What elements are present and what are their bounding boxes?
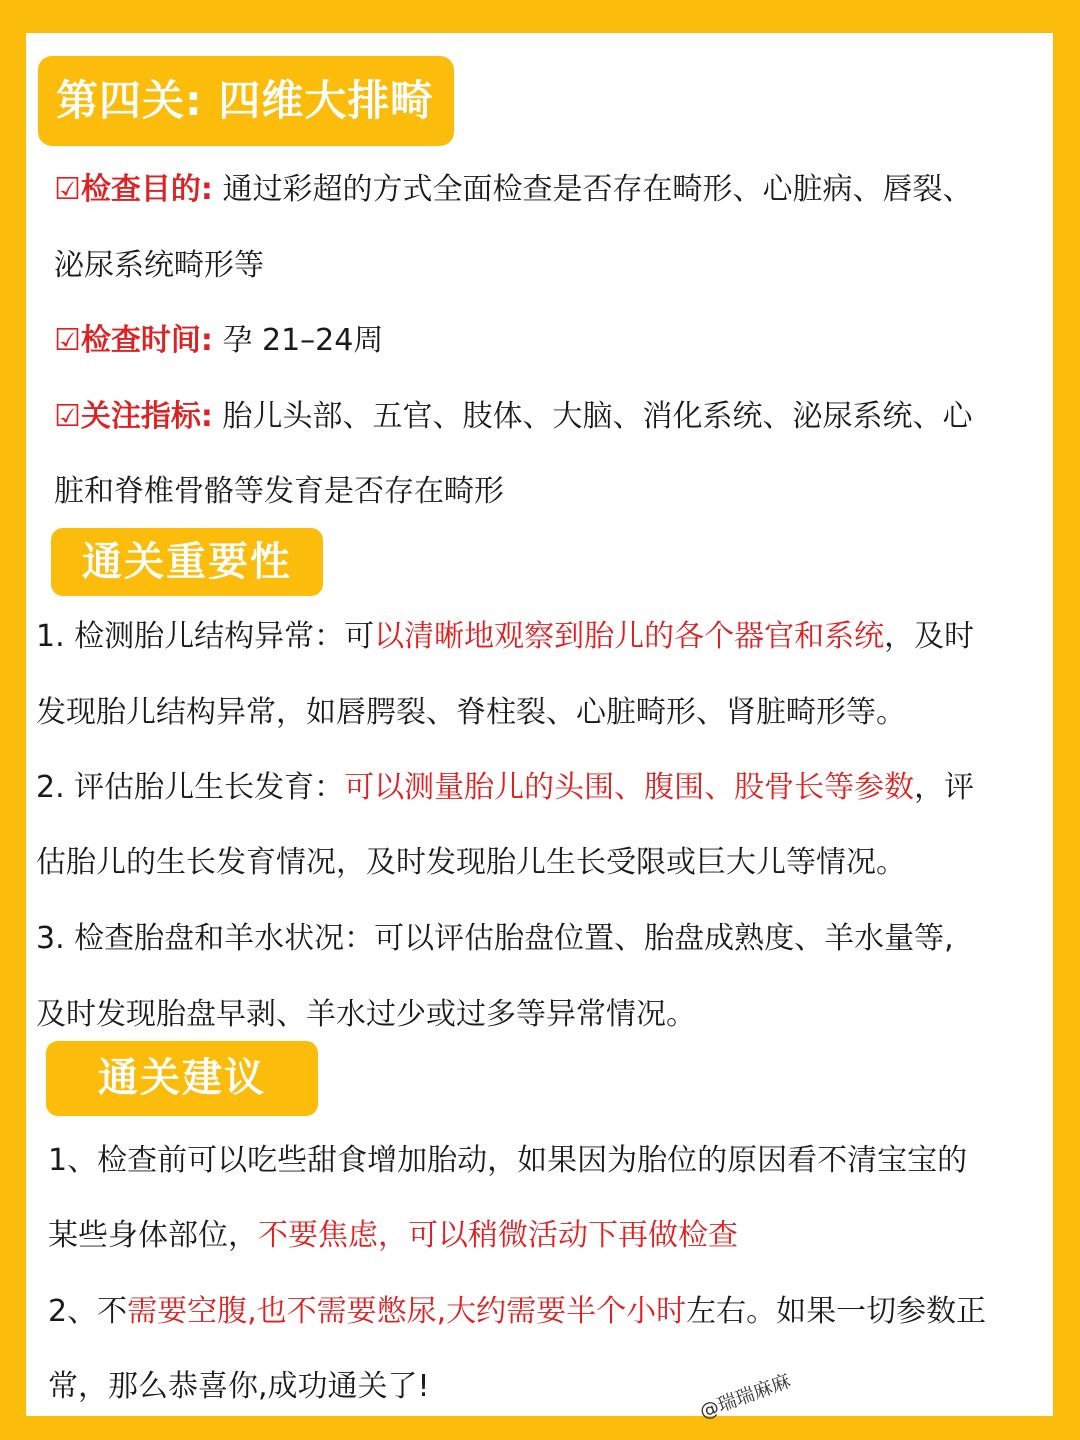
purpose-label: ☑检查目的: xyxy=(54,172,213,207)
advice-item-1-a: 某些身体部位， xyxy=(48,1218,258,1253)
focus-label: ☑关注指标: xyxy=(54,399,213,434)
advice-item-2-highlight: 需要空腹,也不需要憋尿,大约需要半个小时 xyxy=(127,1294,687,1329)
importance-item-2-highlight: 可以测量胎儿的头围、腹围、股骨长等参数 xyxy=(344,770,915,805)
purpose-line-2: 泌尿系统畸形等 xyxy=(54,248,264,283)
page-title: 第四关: 四维大排畸 xyxy=(38,56,454,146)
time-text: 孕 21–24周 xyxy=(212,323,384,358)
advice-item-2-line-2: 常，那么恭喜你,成功通关了! xyxy=(48,1369,430,1404)
importance-item-3-line-1: 3. 检查胎盘和羊水状况：可以评估胎盘位置、胎盘成熟度、羊水量等, xyxy=(36,921,954,956)
focus-text-1: 胎儿头部、五官、肢体、大脑、消化系统、泌尿系统、心 xyxy=(212,399,973,434)
watermark: @瑞瑞麻麻 xyxy=(696,1370,794,1424)
advice-item-1-highlight: 不要焦虑，可以稍微活动下再做检查 xyxy=(258,1218,738,1253)
importance-item-1-line-1 xyxy=(36,617,974,657)
importance-item-2-c: ，评 xyxy=(914,770,975,805)
advice-heading: 通关建议 xyxy=(46,1041,318,1116)
importance-heading: 通关重要性 xyxy=(51,528,323,596)
importance-item-1-c: ，及时 xyxy=(884,619,975,654)
importance-item-1-a: 1. 检测胎儿结构异常：可 xyxy=(36,619,375,654)
importance-item-1-line-2: 发现胎儿结构异常，如唇腭裂、脊柱裂、心脏畸形、肾脏畸形等。 xyxy=(36,695,906,730)
time-label: ☑检查时间: xyxy=(54,323,213,358)
time-line xyxy=(54,321,383,361)
advice-item-2-a: 2、不 xyxy=(48,1294,128,1329)
importance-item-2-line-2: 估胎儿的生长发育情况，及时发现胎儿生长受限或巨大儿等情况。 xyxy=(36,845,906,880)
advice-item-1-line-2 xyxy=(48,1216,738,1256)
focus-line-1 xyxy=(54,397,972,437)
advice-item-2-line-1 xyxy=(48,1292,986,1332)
importance-item-3-line-2: 及时发现胎盘早剥、羊水过少或过多等异常情况。 xyxy=(36,997,696,1032)
advice-item-2-c: 左右。如果一切参数正 xyxy=(686,1294,987,1329)
purpose-line-1 xyxy=(54,170,972,210)
focus-line-2: 脏和脊椎骨骼等发育是否存在畸形 xyxy=(54,474,504,509)
importance-item-2-line-1 xyxy=(36,768,974,808)
importance-item-1-highlight: 以清晰地观察到胎儿的各个器官和系统 xyxy=(374,619,885,654)
purpose-text-1: 通过彩超的方式全面检查是否存在畸形、心脏病、唇裂、 xyxy=(212,172,973,207)
advice-item-1-line-1: 1、检查前可以吃些甜食增加胎动，如果因为胎位的原因看不清宝宝的 xyxy=(48,1143,968,1178)
importance-item-2-a: 2. 评估胎儿生长发育： xyxy=(36,770,345,805)
